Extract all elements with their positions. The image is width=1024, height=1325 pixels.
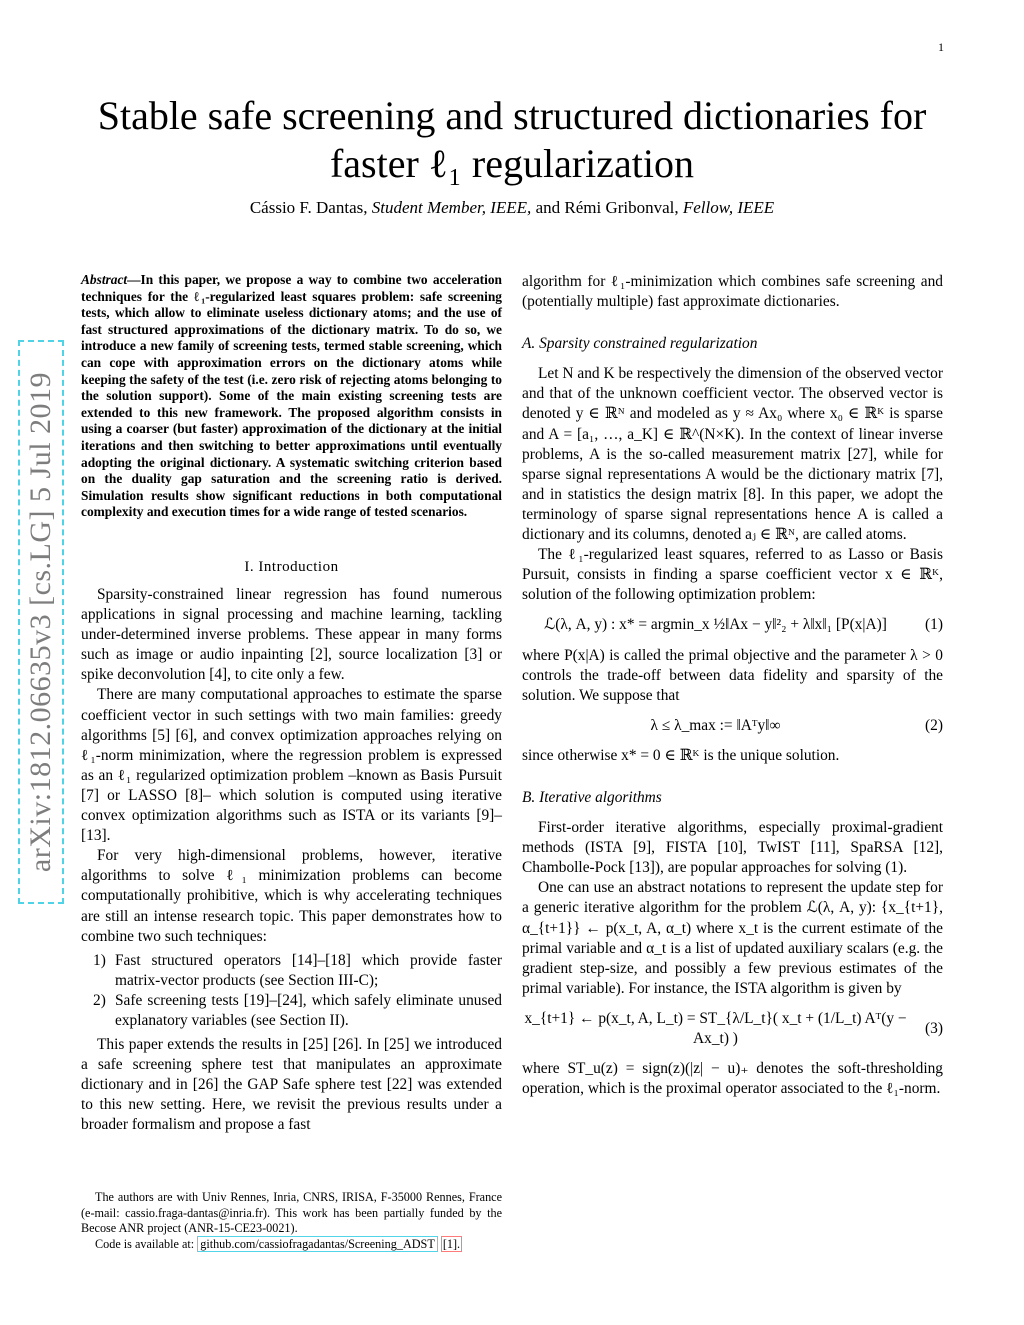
author-line <box>60 198 964 218</box>
equation-2-body: λ ≤ λ_max := ‖Aᵀy‖∞ <box>650 716 781 734</box>
citation-link[interactable]: [1]. <box>442 1236 461 1251</box>
footnote-code-prefix: Code is available at: <box>95 1236 195 1251</box>
footnote <box>81 1190 502 1252</box>
arxiv-identifier: arXiv:1812.06635v3 [cs.LG] 5 Jul 2019 <box>24 371 57 873</box>
footnote-code <box>81 1237 502 1253</box>
equation-3 <box>522 1009 943 1049</box>
page-number: 1 <box>938 40 944 54</box>
section-b-paragraph-2: One can use an abstract notations to represent the update step for a generic iterative algorithm for the problem ℒ(λ, A, y): {x_{t+1}, α_{t+1}} ← p(x_t, A, α_t) where x_t is the current estimate of the primal variable and α_t is a list of updated auxiliary scalars (e.g. the gradient step-size, and possibly a few previous estimates of the primal variable). For instance, the ISTA algorithm is given by <box>522 879 943 997</box>
section-a-paragraph-4: since otherwise x* = 0 ∈ ℝᴷ is the unique solution. <box>522 746 840 764</box>
equation-2 <box>522 716 943 736</box>
section-a-paragraph-3: where P(x|A) is called the primal objective and the parameter λ > 0 controls the trade-off between data fidelity and sparsity of the solution. We suppose that <box>522 646 943 704</box>
list-item-number: 2) <box>93 991 106 1009</box>
right-paragraph-continuation: algorithm for ℓ₁-minimization which combines safe screening and (potentially multiple) fast approximate dictionaries. <box>522 273 943 311</box>
paper-title <box>60 92 964 188</box>
intro-paragraph-3: For very high-dimensional problems, however, iterative algorithms to solve ℓ₁ minimization problems can become computationally prohibitive, which is why accelerating techniques are still an intense research topic. This paper demonstrates how to combine two such techniques: <box>81 847 502 945</box>
equation-3-body: x_{t+1} ← p(x_t, A, L_t) = ST_{λ/L_t}( x_t + (1/L_t) Aᵀ(y − Ax_t) ) <box>524 1009 907 1047</box>
equation-2-number: (2) <box>925 716 943 734</box>
equation-3-number: (3) <box>925 1019 943 1037</box>
list-item-number: 1) <box>93 951 106 969</box>
author-1-name: Cássio F. Dantas, <box>249 198 368 217</box>
list-item-text: Fast structured operators [14]–[18] which provide faster matrix-vector products (see Section III-C); <box>115 951 502 989</box>
equation-1 <box>522 615 943 635</box>
title-line-2: faster ℓ₁ regularization <box>329 141 695 186</box>
code-repository-link[interactable]: github.com/cassiofragadantas/Screening_ADST <box>197 1236 438 1252</box>
intro-paragraph-2: There are many computational approaches to estimate the sparse coefficient vector in such settings with two main families: greedy algorithms [5] [6], and convex optimization approaches relying on ℓ₁-norm minimization, where the regression problem is expressed as an ℓ₁ regularized optimization problem –known as Basis Pursuit [7] or LASSO [8]– which solution is computed using iterative convex optimization algorithms such as ISTA or its variants [9]–[13]. <box>81 686 502 845</box>
footnote-affiliation: The authors are with Univ Rennes, Inria, CNRS, IRISA, F-35000 Rennes, France (e-mail: cassio.fraga-dantas@inria.fr). This work has been partially funded by the Becose ANR project (ANR-15-CE23-0021). <box>81 1190 502 1236</box>
equation-1-number: (1) <box>925 616 943 634</box>
list-item-text: Safe screening tests [19]–[24], which safely eliminate unused explanatory variables (see Section II). <box>115 991 502 1029</box>
section-a-paragraph-1: Let N and K be respectively the dimension of the observed vector and that of the unknown coefficient vector. The observed vector is denoted y ∈ ℝᴺ and modeled as y ≈ Ax₀ where x₀ ∈ ℝᴷ is sparse and A = [a₁, …, a_K] ∈ ℝ^(N×K). In the context of linear inverse problems, A is the so-called measurement matrix [27], while for sparse signal representations A would be the dictionary matrix [7], and in statistics the design matrix [8]. In this paper, we adopt the terminology of sparse signal representations hence A is called a dictionary and its columns, denoted aⱼ ∈ ℝᴺ, are called atoms. <box>522 365 943 544</box>
section-b-paragraph-3: where ST_u(z) = sign(z)(|z| − u)₊ denotes the soft-thresholding operation, which is the proximal operator associated to the ℓ₁-norm. <box>522 1060 943 1098</box>
section-a-paragraph-2: The ℓ₁-regularized least squares, referred to as Lasso or Basis Pursuit, consists in finding a sparse coefficient vector x ∈ ℝᴷ, solution of the following optimization problem: <box>522 546 943 604</box>
contribution-list <box>81 951 502 1031</box>
subsection-heading-a: A. Sparsity constrained regularization <box>522 335 758 353</box>
intro-paragraph-4: This paper extends the results in [25] [26]. In [25] we introduced a safe screening sphere test that manipulates an approximate dictionary and in [26] the GAP Safe sphere test [22] was extended to this new setting. Here, we revisit the previous results under a broader formalism and propose a fast <box>81 1036 502 1134</box>
abstract-lead: Abstract <box>81 272 128 287</box>
list-item <box>81 951 502 991</box>
section-heading-introduction: I. Introduction <box>244 558 339 575</box>
intro-paragraph-1: Sparsity-constrained linear regression has found numerous applications in signal processing and machine learning, tackling under-determined inverse problems. These appear in many forms such as image or audio inpainting [2], source localization [3] or spike deconvolution [4], to cite only a few. <box>81 586 502 684</box>
subsection-heading-b: B. Iterative algorithms <box>522 788 662 806</box>
abstract <box>81 272 502 521</box>
section-b-paragraph-1: First-order iterative algorithms, especially proximal-gradient methods (ISTA [9], FISTA [10], TwIST [11], SpaRSA [12], Chambolle-Pock [13]), are popular approaches for solving (1). <box>522 819 943 877</box>
author-1-role: Student Member, IEEE, <box>371 198 532 217</box>
author-2-role: Fellow, IEEE <box>682 198 775 217</box>
author-conjunction: and <box>535 198 561 217</box>
left-column <box>81 272 502 1136</box>
title-line-1: Stable safe screening and structured dictionaries for <box>97 93 927 138</box>
right-column <box>522 272 943 1099</box>
author-2-name: Rémi Gribonval, <box>564 198 679 217</box>
arxiv-sidebar-link[interactable] <box>18 340 64 904</box>
list-item <box>81 991 502 1031</box>
abstract-text: —In this paper, we propose a way to combine two acceleration techniques for the ℓ₁-regularized least squares problem: safe screening tests, which allow to eliminate useless dictionary atoms; and the use of fast structured approximations of the dictionary matrix. To do so, we introduce a new family of screening tests, termed stable screening, which can cope with approximation errors on the dictionary atoms while keeping the safety of the test (i.e. zero risk of rejecting atoms belonging to the solution support). Some of the main existing screening tests are extended to this new framework. The proposed algorithm consists in using a coarser (but faster) approximation of the dictionary at the initial iterations and then switching to better approximations until eventually adopting the original dictionary. A systematic switching criterion based on the duality gap saturation and the screening ratio is derived. Simulation results show significant reductions in both computational complexity and execution times for a wide range of tested scenarios. <box>81 272 502 520</box>
equation-1-body: ℒ(λ, A, y) : x* = argmin_x ½‖Ax − y‖²₂ + λ‖x‖₁ [P(x|A)] <box>544 616 887 634</box>
